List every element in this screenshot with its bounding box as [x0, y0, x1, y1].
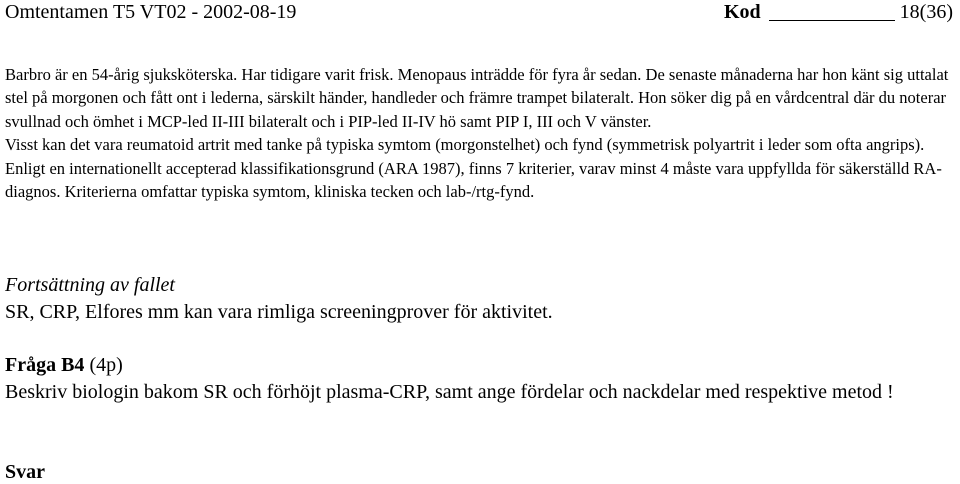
case-description	[5, 63, 950, 203]
continuation-heading: Fortsättning av fallet	[5, 274, 175, 296]
exam-title: Omtentamen T5 VT02 - 2002-08-19	[5, 1, 297, 23]
question-label: Fråga B4	[5, 354, 85, 376]
question-text: Beskriv biologin bakom SR och förhöjt plasma-CRP, samt ange fördelar och nackdelar med respektive metod !	[5, 381, 894, 403]
kod-answer-line	[769, 20, 895, 21]
kod-label: Kod	[724, 1, 761, 23]
page-number: 18(36)	[899, 1, 953, 23]
case-paragraph-2: Visst kan det vara reumatoid artrit med tanke på typiska symtom (morgonstelhet) och fynd (symmetrisk polyartrit i leder som ofta angrips).	[5, 135, 925, 155]
case-paragraph-3: Enligt en internationellt accepterad klassifikationsgrund (ARA 1987), finns 7 kriterier, varav minst 4 måste vara uppfyllda för säkerställd RA-diagnos. Kriterierna omfattar typiska symtom, kliniska tecken och lab-/rtg-fynd.	[5, 158, 942, 202]
question-points: (4p)	[84, 354, 123, 376]
continuation-text: SR, CRP, Elfores mm kan vara rimliga screeningprover för aktivitet.	[5, 301, 553, 323]
question-b4	[5, 353, 950, 404]
case-paragraph-1: Barbro är en 54-årig sjuksköterska. Har tidigare varit frisk. Menopaus inträdde för fyra år sedan. De senaste månaderna har hon känt sig uttalat stel på morgonen och fått ont i lederna, särskilt händer, handleder och främre trampet bilateralt. Hon söker dig på en vårdcentral där du noterar svullnad och ömhet i MCP-led II-III bilateralt och i PIP-led II-IV hö samt PIP I, III och V vänster.	[5, 65, 949, 131]
page-header	[5, 0, 953, 24]
answer-label: Svar	[5, 461, 45, 483]
